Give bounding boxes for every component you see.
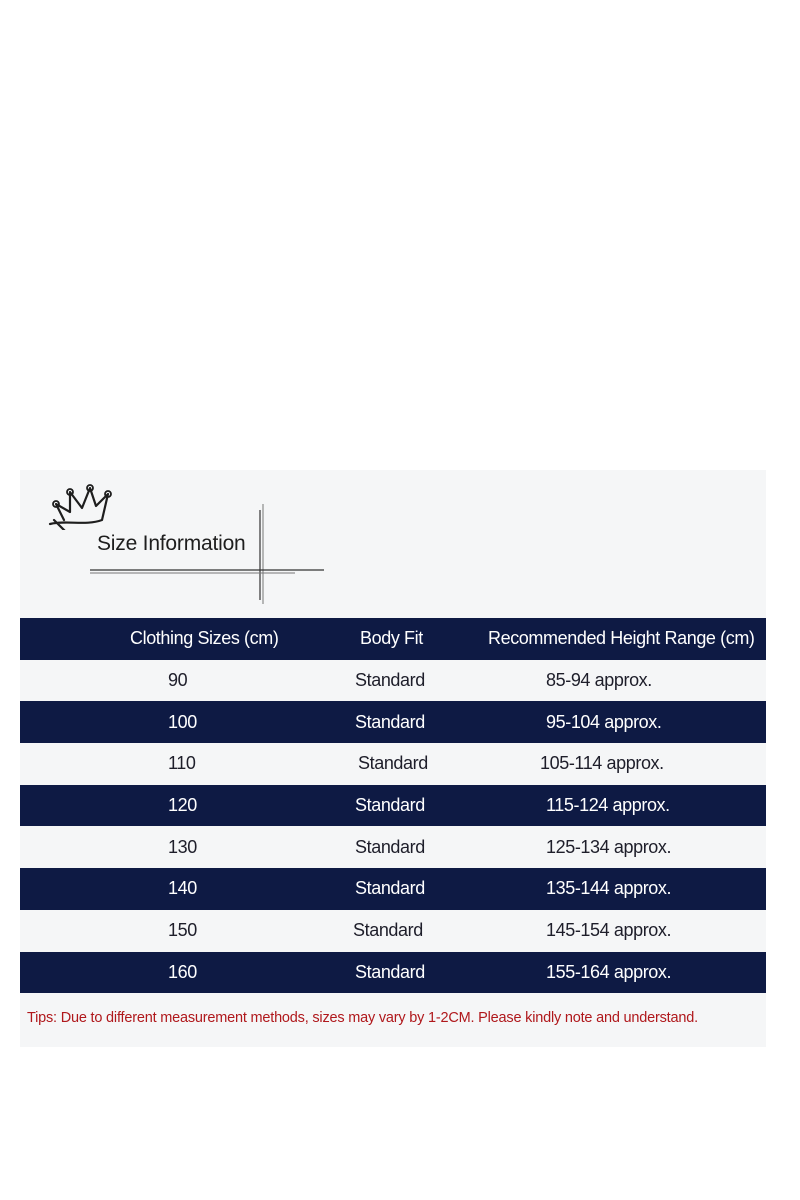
- header-body-fit: Body Fit: [360, 628, 423, 649]
- cell-fit: Standard: [355, 836, 425, 857]
- cell-size: 120: [168, 795, 197, 816]
- cell-height: 155-164 approx.: [546, 961, 672, 982]
- cell-fit: Standard: [355, 961, 425, 982]
- cell-height: 95-104 approx.: [546, 711, 662, 732]
- cell-fit: Standard: [355, 711, 425, 732]
- cell-height: 135-144 approx.: [546, 878, 672, 899]
- size-chart-card: [20, 470, 766, 1047]
- table-row: [20, 910, 766, 952]
- cell-fit: Standard: [355, 670, 425, 691]
- cell-fit: Standard: [355, 878, 425, 899]
- cell-height: 85-94 approx.: [546, 670, 652, 691]
- table-row: [20, 701, 766, 743]
- table-row: [20, 785, 766, 827]
- tips-note: Tips: Due to different measurement methods, sizes may vary by 1-2CM. Please kindly note and understand.: [27, 1010, 698, 1026]
- cell-size: 90: [168, 670, 188, 691]
- header-height-range: Recommended Height Range (cm): [488, 628, 755, 649]
- cell-size: 160: [168, 961, 197, 982]
- page-title: Size Information: [97, 532, 246, 555]
- cell-height: 115-124 approx.: [546, 795, 670, 816]
- table-row: [20, 660, 766, 702]
- size-table: [20, 618, 766, 993]
- table-row: [20, 952, 766, 994]
- cell-size: 100: [168, 711, 197, 732]
- cell-height: 145-154 approx.: [546, 920, 672, 941]
- cell-height: 125-134 approx.: [546, 836, 672, 857]
- cell-fit: Standard: [355, 795, 425, 816]
- table-row: [20, 826, 766, 868]
- header-clothing-sizes: Clothing Sizes (cm): [130, 628, 279, 649]
- cell-height: 105-114 approx.: [540, 753, 664, 774]
- cell-fit: Standard: [353, 920, 423, 941]
- cell-size: 150: [168, 920, 197, 941]
- table-header-row: [20, 618, 766, 660]
- table-row: [20, 868, 766, 910]
- table-row: [20, 743, 766, 785]
- cell-size: 130: [168, 836, 197, 857]
- cell-size: 140: [168, 878, 197, 899]
- cell-fit: Standard: [358, 753, 428, 774]
- cell-size: 110: [168, 753, 196, 774]
